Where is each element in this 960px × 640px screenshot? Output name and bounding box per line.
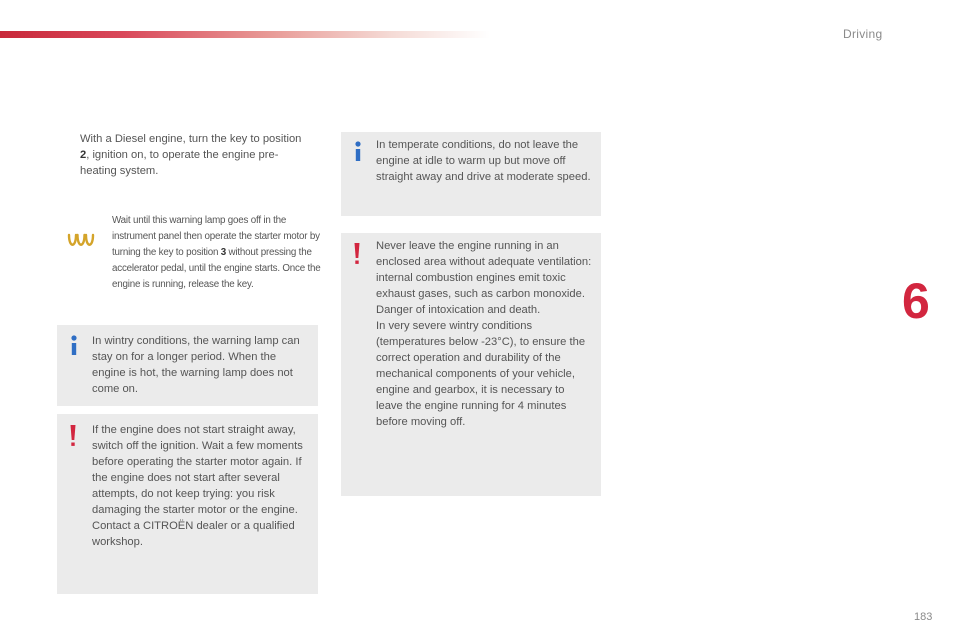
info-box-text: In wintry conditions, the warning lamp can stay on for a longer period. When the engine is hot, the warning lamp does not come on. (92, 335, 300, 395)
warning-box-ventilation (341, 233, 601, 496)
chapter-number: 6 (902, 273, 930, 329)
exclamation-icon (69, 424, 77, 448)
lamp-instruction (112, 213, 322, 293)
page-number: 183 (914, 611, 933, 623)
info-box-text: In temperate conditions, do not leave the engine at idle to warm up but move off straight away and drive at moderate speed. (376, 139, 591, 183)
lamp-instruction-part1: Wait until this warning lamp goes off in the instrument panel then operate the starter motor by turning the key to position (112, 215, 320, 258)
key-position: 2 (80, 149, 87, 161)
warning-box-text (376, 238, 594, 430)
info-icon (69, 335, 79, 357)
header-accent-bar (0, 31, 490, 38)
instruction-text (62, 131, 312, 179)
instruction-rest: , ignition on, to operate the engine pre-heating system. (80, 149, 279, 177)
warning-box-text (92, 422, 312, 550)
instruction-bullet (62, 131, 312, 179)
severe-winter-paragraph: In very severe wintry conditions (temperatures below -23°C), to ensure the correct operation and durability of the mechanical components of your vehicle, engine and gearbox, it is necessary to leave the engine running for 4 minutes before moving off. (376, 320, 586, 428)
info-box-wintry (57, 325, 318, 406)
exclamation-icon (353, 242, 361, 266)
instruction-intro: With a Diesel engine, turn the key to position (80, 133, 302, 145)
info-box-temperate (341, 132, 601, 216)
preheating-warning-lamp-icon (66, 230, 96, 252)
danger-paragraph: Never leave the engine running in an enclosed area without adequate ventilation: internal combustion engines emit toxic exhaust gases, such as carbon monoxide. Danger of intoxication and death. (376, 240, 592, 316)
warning-paragraph: If the engine does not start straight away, switch off the ignition. Wait a few moments before operating the starter motor again. If the engine does not start after several attempts, do not keep trying: you risk damaging the starter motor or the engine. (92, 424, 303, 516)
warning-box-starting (57, 414, 318, 594)
info-icon (353, 141, 363, 163)
lamp-instruction-part2: without pressing the accelerator pedal, until the engine starts. Once the engine is running, release the key. (112, 247, 321, 290)
section-title: Driving (843, 27, 883, 41)
dealer-contact: Contact a CITROËN dealer or a qualified workshop. (92, 520, 295, 548)
key-position-3: 3 (220, 247, 227, 258)
